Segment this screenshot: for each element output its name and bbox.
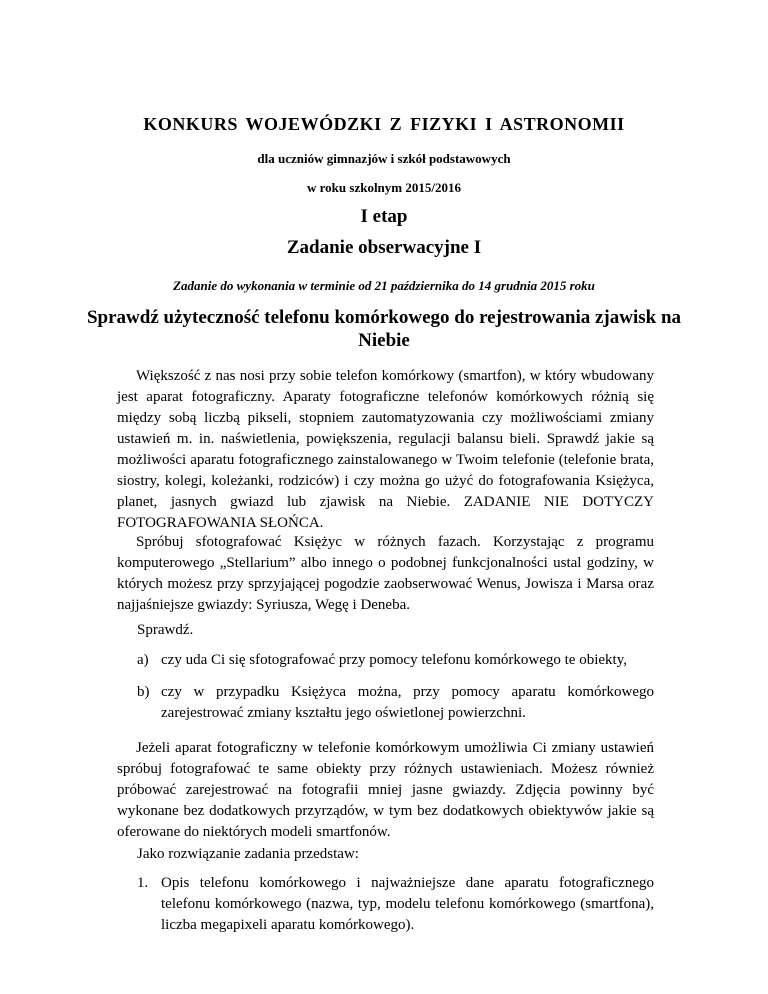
list-item-text: czy w przypadku Księżyca można, przy pomocy aparatu komórkowego zarejestrować zmiany kształtu jego oświetlonej powierzchni. [161,684,654,721]
list-marker: a) [137,652,149,668]
list-item [137,682,654,724]
audience-line: dla uczniów gimnazjów i szkół podstawowych [257,151,511,166]
main-title: Sprawdź użyteczność telefonu komórkowego do rejestrowania zjawisk na Niebie [86,307,682,351]
solution-label: Jako rozwiązanie zadania przedstaw: [137,846,359,862]
paragraph-instructions: Spróbuj sfotografować Księżyc w różnych fazach. Korzystając z programu komputerowego „Stellarium” albo innego o podobnej funkcjonalności ustal godziny, w których możesz przy sprzyjającej pogodzie zaobserwować Wenus, Jowisza i Marsa oraz najjaśniejsze gwiazdy: Syriusza, Wegę i Deneba. [117,534,654,613]
contest-title: KONKURS WOJEWÓDZKI Z FIZYKI I ASTRONOMII [143,114,625,134]
task-heading: Zadanie obserwacyjne I [286,237,482,258]
check-label: Sprawdź. [137,622,194,638]
school-year-line: w roku szkolnym 2015/2016 [307,180,461,195]
paragraph-settings: Jeżeli aparat fotograficzny w telefonie komórkowym umożliwia Ci zmiany ustawień spróbuj fotografować te same obiekty przy różnych ustawieniach. Możesz również próbować zarejestrować na fotografii mniej jasne gwiazdy. Zdjęcia powinny być wykonane bez dodatkowych przyrządów, w tym bez dodatkowych obiektywów jakie są oferowane do niektórych modeli smartfonów. [117,740,654,840]
list-item [137,650,654,671]
list-item-text: czy uda Ci się sfotografować przy pomocy telefonu komórkowego te obiekty, [161,652,627,668]
list-marker: 1. [137,875,149,891]
deadline-line: Zadanie do wykonania w terminie od 21 października do 14 grudnia 2015 roku [173,278,595,293]
paragraph-intro: Większość z nas nosi przy sobie telefon komórkowy (smartfon), w który wbudowany jest aparat fotograficzny. Aparaty fotograficzne telefonów komórkowych różnią się między sobą liczbą pikseli, stopniem zautomatyzowania czy możliwościami zmiany ustawień m. in. naświetlenia, powiększenia, regulacji balansu bieli. Sprawdź jakie są możliwości aparatu fotograficznego zainstalowanego w Twoim telefonie (telefonie brata, siostry, kolegi, koleżanki, rodziców) i czy można go użyć do fotografowania Księżyca, planet, jasnych gwiazd lub zjawisk na Niebie. ZADANIE NIE DOTYCZY FOTOGRAFOWANIA SŁOŃCA. [117,368,654,531]
list-item-text: Opis telefonu komórkowego i najważniejsze dane aparatu fotograficznego telefonu komórkowego (nazwa, typ, modelu telefonu komórkowego (smartfona), liczba megapixeli aparatu komórkowego). [161,875,654,933]
list-item [137,873,654,936]
list-marker: b) [137,684,150,700]
stage-heading: I etap [360,206,408,227]
